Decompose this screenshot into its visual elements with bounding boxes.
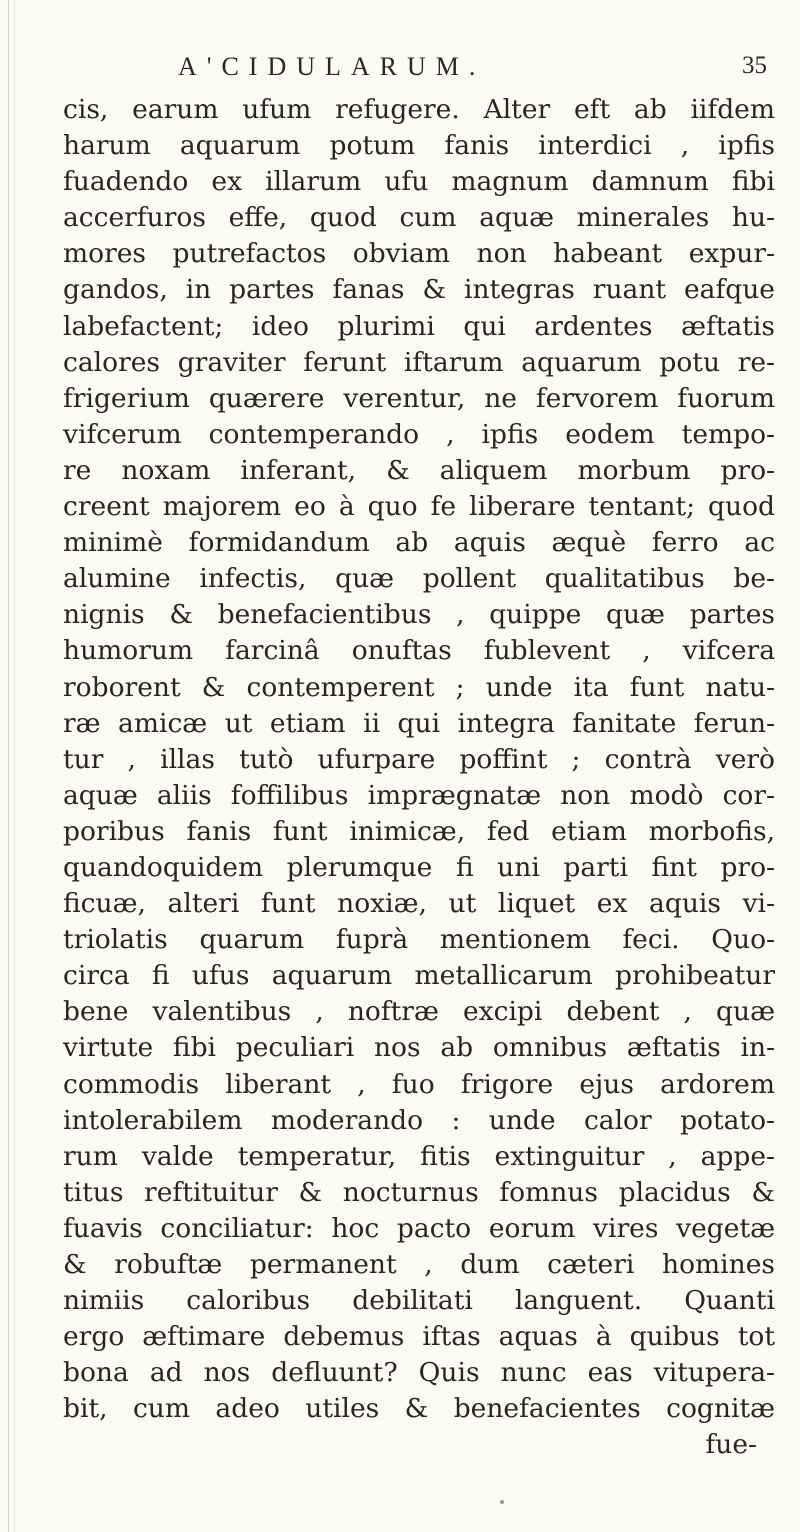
text-line: cis, earum ufum refugere. Alter eft ab iifdem (63, 94, 775, 125)
text-line: aquæ aliis foffilibus imprægnatæ non modò cor- (63, 779, 775, 811)
text-line: tur , illas tutò ufurpare poffint ; contrà verò (63, 743, 775, 775)
catchword: fue- (705, 1429, 757, 1461)
text-line: ficuæ, alteri funt noxiæ, ut liquet ex aquis vi- (63, 888, 775, 920)
gutter-edge (8, 0, 9, 1532)
text-line: fuavis conciliatur: hoc pacto eorum vires vegetæ (63, 1212, 775, 1244)
text-line: calores graviter ferunt iftarum aquarum potu re- (63, 346, 775, 378)
text-line: accerfuros effe, quod cum aquæ minerales hu- (63, 202, 775, 234)
text-line: frigerium quærere verentur, ne fervorem fuorum (63, 382, 775, 414)
text-line: virtute fibi peculiari nos ab omnibus æftatis in- (63, 1032, 775, 1064)
body-text (63, 92, 775, 1464)
text-line: alumine infectis, quæ pollent qualitatibus be- (63, 563, 775, 595)
text-line: fuadendo ex illarum ufu magnum damnum fibi (63, 166, 775, 198)
text-line: triolatis quarum fuprà mentionem feci. Quo- (63, 924, 775, 956)
text-line: poribus fanis funt inimicæ, fed etiam morbofis, (63, 815, 775, 847)
text-line: & robuftæ permanent , dum cæteri homines (63, 1249, 775, 1280)
text-line: mores putrefactos obviam non habeant expur- (63, 238, 775, 270)
text-line: bene valentibus , noftræ excipi debent , quæ (63, 996, 775, 1028)
text-line: vifcerum contemperando , ipfis eodem tempo- (63, 418, 775, 450)
text-line: harum aquarum potum fanis interdici , ipfis (63, 130, 775, 162)
printer-mark (500, 1500, 504, 1504)
text-line: circa fi ufus aquarum metallicarum prohibeatur (63, 960, 775, 992)
text-line: bona ad nos defluunt? Quis nunc eas vitupera- (63, 1357, 775, 1389)
gutter-shadow (14, 0, 15, 1532)
text-line: commodis liberant , fuo frigore ejus ardorem (63, 1068, 775, 1100)
text-line: rum valde temperatur, fitis extinguitur , appe- (63, 1140, 775, 1172)
text-line: minimè formidandum ab aquis æquè ferro ac (63, 527, 775, 559)
text-line: labefactent; ideo plurimi qui ardentes æftatis (63, 310, 775, 342)
text-line: titus reftituitur & nocturnus fomnus placidus & (63, 1176, 775, 1208)
text-line: gandos, in partes fanas & integras ruant eafque (63, 274, 775, 306)
text-line: ræ amicæ ut etiam ii qui integra fanitate ferun- (63, 707, 775, 739)
text-line: humorum farcinâ onuftas fublevent , vifcera (63, 635, 775, 667)
text-line: nignis & benefacientibus , quippe quæ partes (63, 599, 775, 631)
running-head: A'CIDULARUM. (178, 52, 486, 81)
text-line: roborent & contemperent ; unde ita funt natu- (63, 671, 775, 703)
text-line: nimiis caloribus debilitati languent. Quanti (63, 1285, 775, 1317)
page-number: 35 (742, 52, 767, 79)
text-line: creent majorem eo à quo fe liberare tentant; quod (63, 491, 775, 523)
text-line: ergo æftimare debemus iftas aquas à quibus tot (63, 1321, 775, 1353)
text-line: bit, cum adeo utiles & benefacientes cognitæ (63, 1393, 775, 1425)
text-line: quandoquidem plerumque fi uni parti fint pro- (63, 851, 775, 883)
text-line: intolerabilem moderando : unde calor potato- (63, 1104, 775, 1136)
text-line: re noxam inferant, & aliquem morbum pro- (63, 454, 775, 486)
